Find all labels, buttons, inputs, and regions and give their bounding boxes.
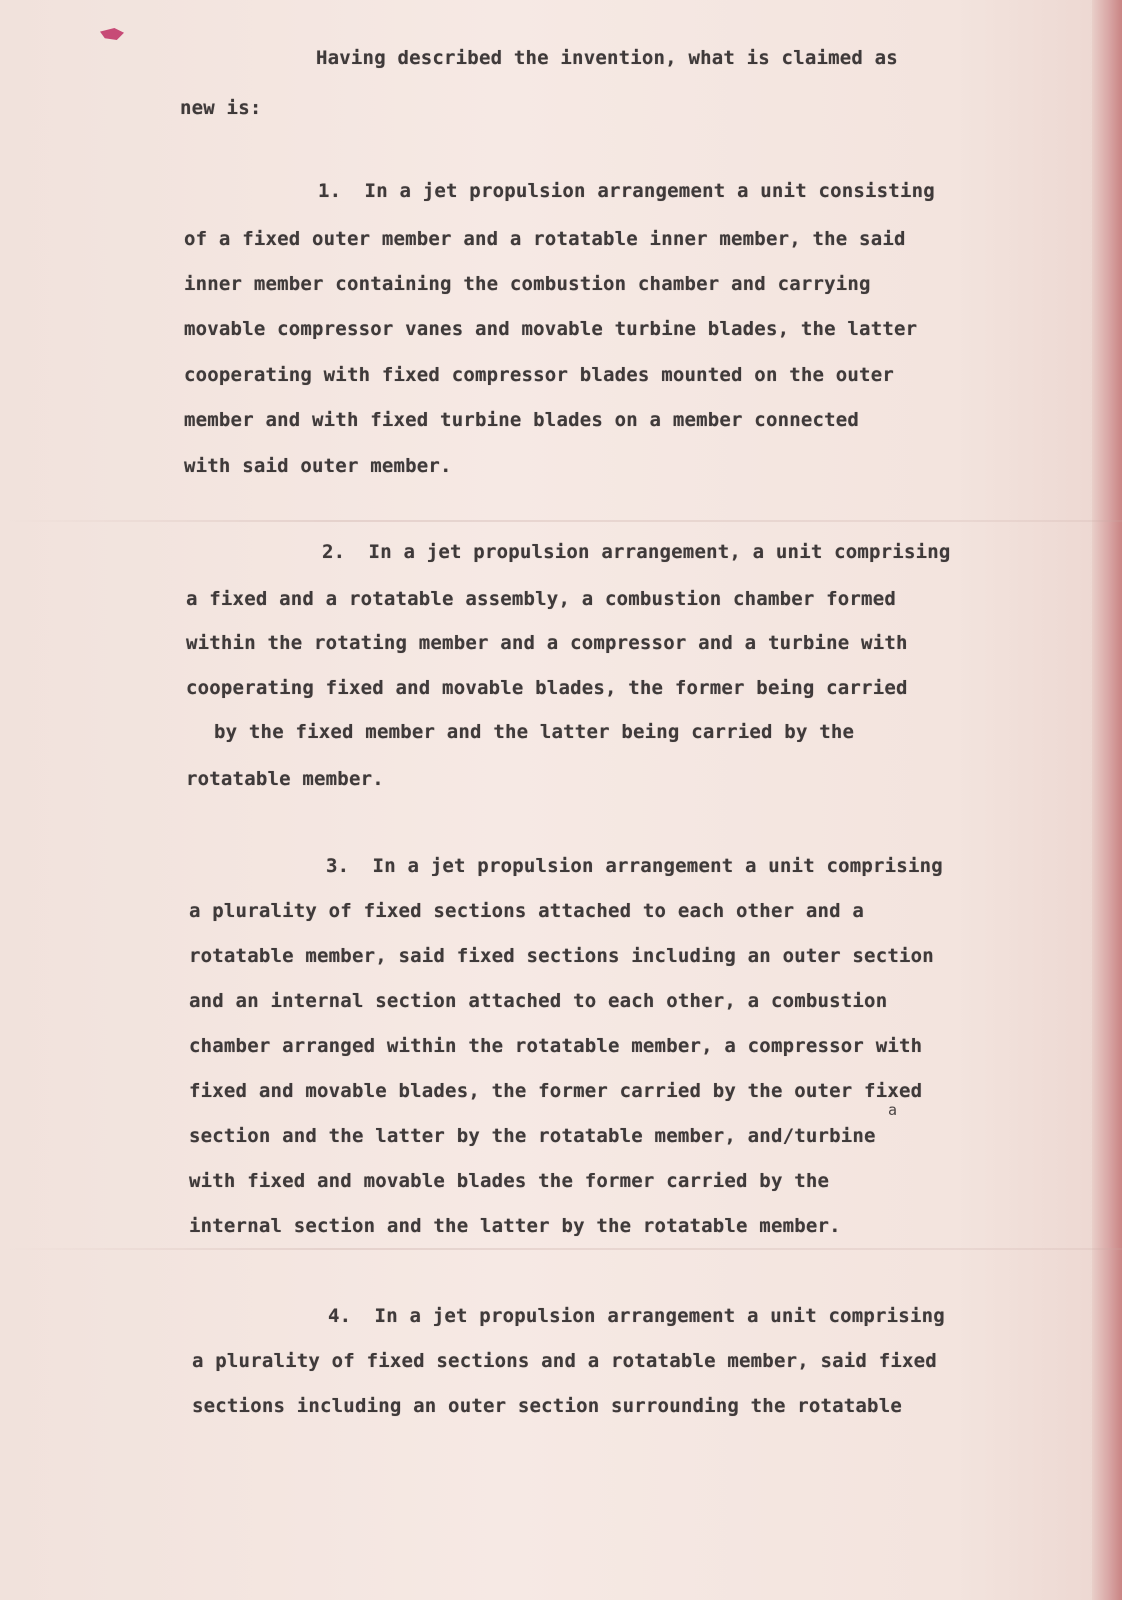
claim-3-line: fixed and movable blades, the former carried by the outer fixed [189, 1080, 923, 1102]
claim-1-line: member and with fixed turbine blades on a member connected [184, 409, 860, 431]
claim-3-line: and an internal section attached to each other, a combustion [189, 990, 888, 1012]
claim-1-line: with said outer member. [184, 455, 452, 477]
claim-2-line: within the rotating member and a compressor and a turbine with [186, 632, 908, 654]
paper-fold [0, 520, 1122, 522]
claim-3-line: internal section and the latter by the rotatable member. [189, 1215, 841, 1237]
intro-line: new is: [180, 97, 262, 119]
ink-mark [100, 28, 124, 40]
claim-2-line: rotatable member. [186, 768, 384, 790]
claim-3-line: with fixed and movable blades the former carried by the [189, 1170, 830, 1192]
claim-1-line: movable compressor vanes and movable turbine blades, the latter [184, 318, 918, 340]
claim-3-line: section and the latter by the rotatable member, and/turbine [189, 1125, 876, 1147]
claim-2-line: 2. In a jet propulsion arrangement, a unit comprising [322, 541, 951, 563]
claim-3-line: chamber arranged within the rotatable member, a compressor with [189, 1035, 923, 1057]
claim-4-line: a plurality of fixed sections and a rotatable member, said fixed [192, 1350, 937, 1372]
claim-2-line: cooperating fixed and movable blades, the former being carried [186, 677, 908, 699]
paper-fold [0, 1248, 1122, 1250]
claim-4-line: 4. In a jet propulsion arrangement a unit comprising [328, 1305, 945, 1327]
claim-2-line: by the fixed member and the latter being carried by the [214, 721, 855, 743]
claim-3-line: rotatable member, said fixed sections including an outer section [189, 945, 934, 967]
claim-4-line: sections including an outer section surrounding the rotatable [192, 1395, 902, 1417]
claim-3-line: a plurality of fixed sections attached to each other and a [189, 900, 865, 922]
claim-3-line: 3. In a jet propulsion arrangement a unit comprising [326, 855, 943, 877]
claim-1-line: 1. In a jet propulsion arrangement a unit consisting [318, 180, 935, 202]
intro-line: Having described the invention, what is claimed as [316, 47, 898, 69]
claim-1-line: of a fixed outer member and a rotatable inner member, the said [184, 228, 906, 250]
claim-1-line: inner member containing the combustion chamber and carrying [184, 273, 871, 295]
claim-2-line: a fixed and a rotatable assembly, a combustion chamber formed [186, 588, 896, 610]
handwritten-insert: a [888, 1101, 898, 1119]
claim-1-line: cooperating with fixed compressor blades mounted on the outer [184, 364, 894, 386]
paper-edge [1092, 0, 1122, 1600]
